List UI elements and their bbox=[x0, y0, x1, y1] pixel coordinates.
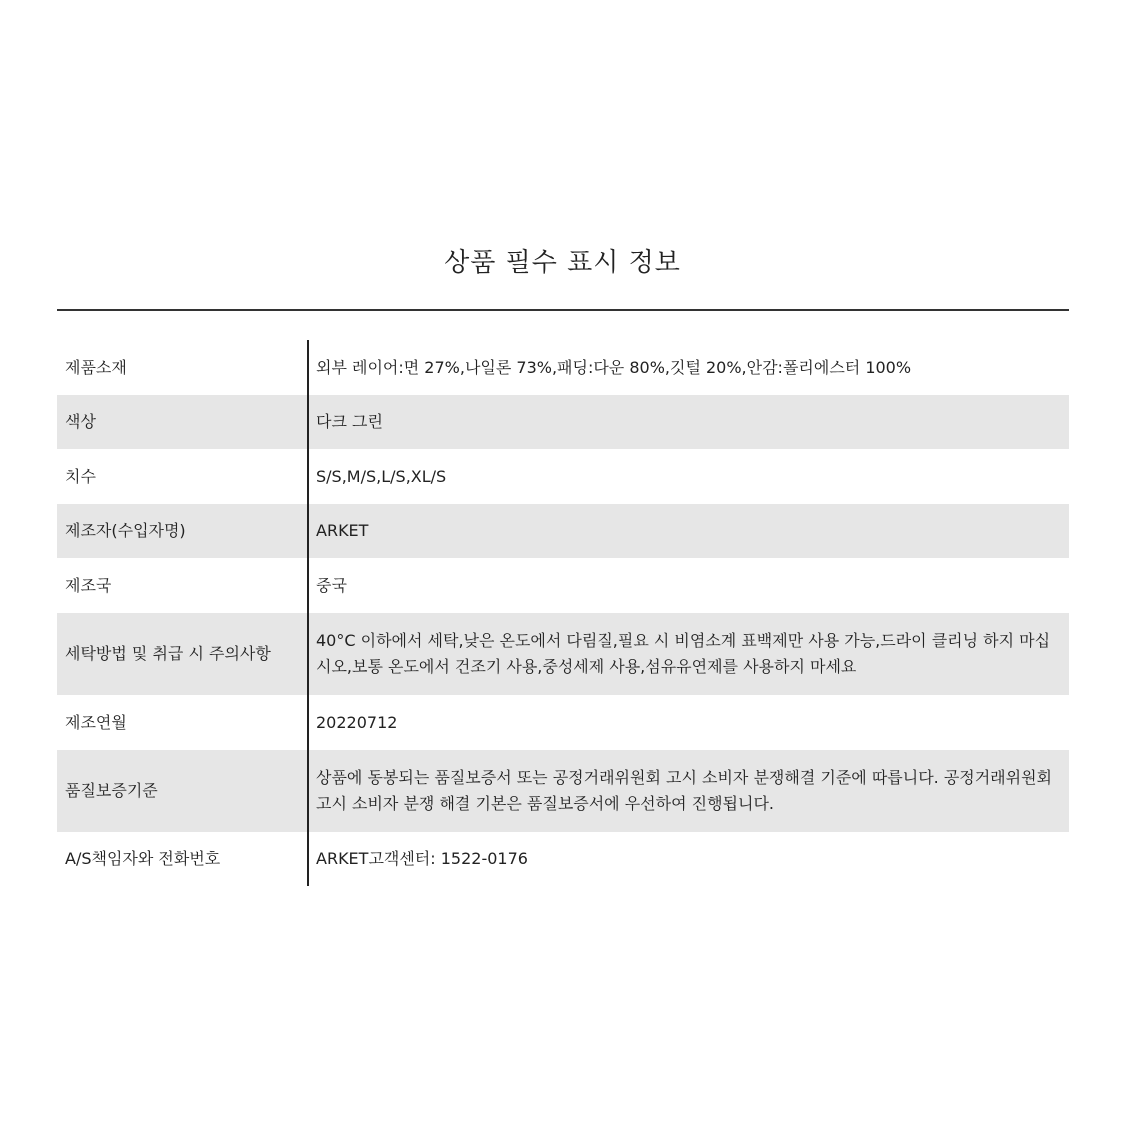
row-label: 제조국 bbox=[57, 558, 309, 613]
row-value-text: ARKET bbox=[316, 521, 369, 540]
row-value-text: ARKET고객센터: 1522-0176 bbox=[316, 849, 528, 868]
row-value bbox=[309, 695, 1069, 750]
row-label: 제조연월 bbox=[57, 695, 309, 750]
title-divider bbox=[57, 309, 1069, 311]
table-row bbox=[57, 449, 1069, 504]
row-value bbox=[309, 613, 1069, 695]
table-row bbox=[57, 395, 1069, 449]
row-value-text: 외부 레이어:면 27%,나일론 73%,패딩:다운 80%,깃털 20%,안감:폴리에스터 100% bbox=[316, 357, 912, 377]
row-value bbox=[309, 449, 1069, 504]
row-label: A/S책임자와 전화번호 bbox=[57, 832, 309, 886]
row-value-text: 중국 bbox=[316, 575, 347, 595]
row-value bbox=[309, 340, 1069, 395]
product-info-table bbox=[57, 340, 1069, 886]
table-row bbox=[57, 504, 1069, 558]
row-label: 치수 bbox=[57, 449, 309, 504]
row-label: 제품소재 bbox=[57, 340, 309, 395]
row-value-text: 다크 그린 bbox=[316, 412, 383, 431]
row-label: 세탁방법 및 취급 시 주의사항 bbox=[57, 613, 309, 695]
row-value bbox=[309, 504, 1069, 558]
row-value-text: 20220712 bbox=[316, 712, 398, 732]
row-label: 품질보증기준 bbox=[57, 750, 309, 832]
table-row bbox=[57, 340, 1069, 395]
table-row bbox=[57, 832, 1069, 886]
row-value-text: 상품에 동봉되는 품질보증서 또는 공정거래위원회 고시 소비자 분쟁해결 기준에 따릅니다. 공정거래위원회 고시 소비자 분쟁 해결 기본은 품질보증서에 우선하여 진행됩니다. bbox=[316, 768, 1053, 813]
row-label: 색상 bbox=[57, 395, 309, 449]
table-row bbox=[57, 750, 1069, 832]
row-value-text: 40°C 이하에서 세탁,낮은 온도에서 다림질,필요 시 비염소계 표백제만 사용 가능,드라이 클리닝 하지 마십시오,보통 온도에서 건조기 사용,중성세제 사용,섬유유연제를 사용하지 마세요 bbox=[316, 631, 1051, 676]
row-value bbox=[309, 395, 1069, 449]
page-title: 상품 필수 표시 정보 bbox=[444, 248, 681, 278]
row-value bbox=[309, 750, 1069, 832]
row-value bbox=[309, 558, 1069, 613]
row-value-text: S/S,M/S,L/S,XL/S bbox=[316, 466, 447, 486]
table-row bbox=[57, 613, 1069, 695]
row-label: 제조자(수입자명) bbox=[57, 504, 309, 558]
table-row bbox=[57, 558, 1069, 613]
row-value bbox=[309, 832, 1069, 886]
table-row bbox=[57, 695, 1069, 750]
